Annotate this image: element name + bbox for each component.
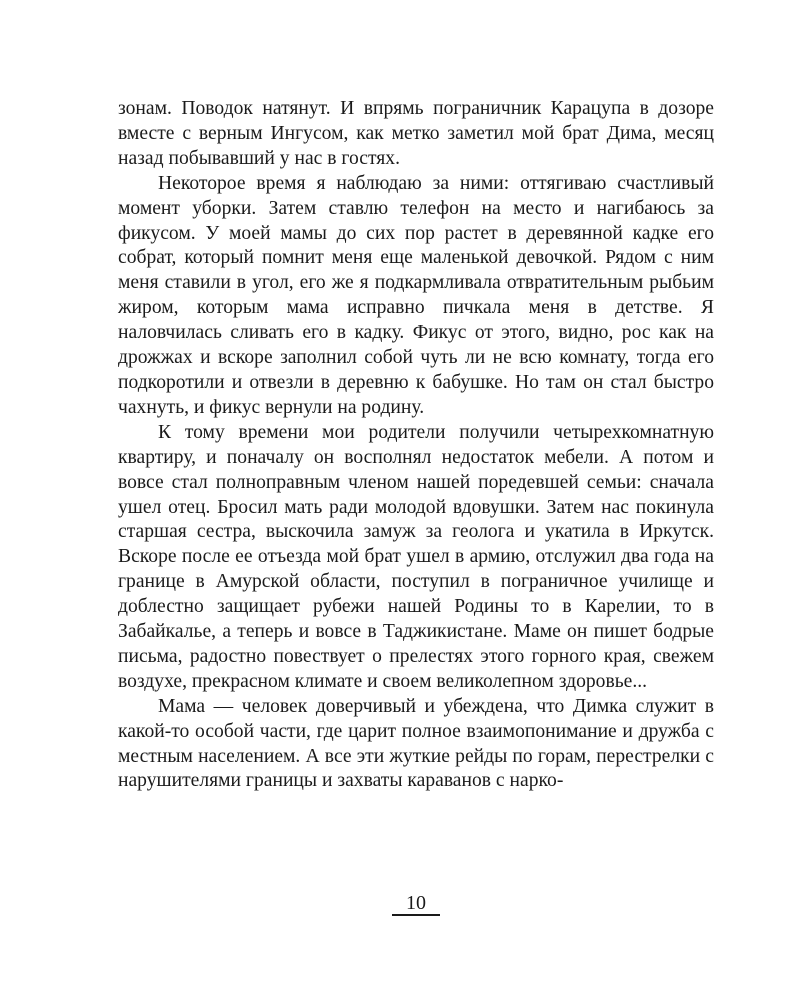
paragraph-1: зонам. Поводок натянут. И впрямь пограничник Карацупа в дозоре вместе с верным Ингусом, как метко заметил мой брат Дима, месяц назад побывавший у нас в гостях. (118, 98, 714, 169)
paragraph-2: Некоторое время я наблюдаю за ними: оттягиваю счастливый момент уборки. Затем ставлю телефон на место и нагибаюсь за фикусом. У моей мамы до сих пор растет в деревянной кадке его собрат, который помнит меня еще маленькой девочкой. Рядом с ним меня ставили в угол, его же я подкармливала отвратительным рыбьим жиром, которым мама исправно пичкала меня в детстве. Я наловчилась сливать его в кадку. Фикус от этого, видно, рос как на дрожжах и вскоре заполнил собой чуть ли не всю комнату, тогда его подкоротили и отвезли в деревню к бабушке. Но там он стал быстро чахнуть, и фикус вернули на родину. (118, 172, 714, 418)
paragraph-4: Мама — человек доверчивый и убеждена, что Димка служит в какой-то особой части, где царит полное взаимопонимание и дружба с местным населением. А все эти жуткие рейды по горам, перестрелки с нарушителями границы и захваты караванов с нарко- (118, 695, 714, 792)
page-number: 10 (406, 892, 426, 914)
paragraph-3: К тому времени мои родители получили четырехкомнатную квартиру, и поначалу он восполнял недостаток мебели. А потом и вовсе стал полноправным членом нашей поредевшей семьи: сначала ушел отец. Бросил мать ради молодой вдовушки. Затем нас покинула старшая сестра, выскочила замуж за геолога и укатила в Иркутск. Вскоре после ее отъезда мой брат ушел в армию, отслужил два года на границе в Амурской области, поступил в пограничное училище и доблестно защищает рубежи нашей Родины то в Карелии, то в Забайкалье, а теперь и вовсе в Таджикистане. Маме он пишет бодрые письма, радостно повествует о прелестях этого горного края, свежем воздухе, прекрасном климате и своем великолепном здоровье... (118, 421, 714, 692)
body-text (118, 97, 714, 794)
page-number-underline (392, 914, 440, 916)
